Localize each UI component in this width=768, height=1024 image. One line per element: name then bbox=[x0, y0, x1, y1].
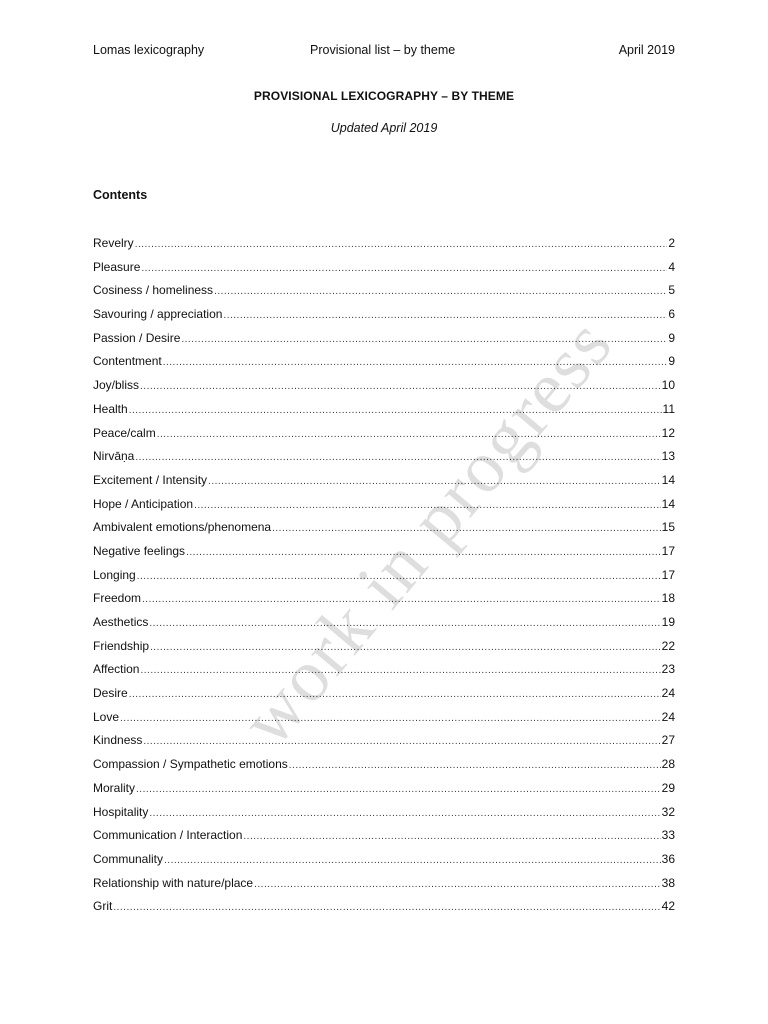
toc-entry[interactable] bbox=[93, 615, 675, 639]
toc-entry-label[interactable]: Compassion / Sympathetic emotions bbox=[93, 757, 288, 772]
toc-entry-page-number[interactable]: 14 bbox=[661, 472, 675, 487]
toc-entry[interactable] bbox=[93, 378, 675, 402]
toc-entry-label[interactable]: Affection bbox=[93, 662, 140, 677]
toc-entry-label[interactable]: Kindness bbox=[93, 733, 143, 748]
toc-dot-leader bbox=[194, 500, 661, 511]
contents-heading: Contents bbox=[93, 188, 148, 202]
toc-dot-leader bbox=[164, 855, 661, 866]
toc-entry[interactable] bbox=[93, 852, 675, 876]
toc-entry-label[interactable]: Contentment bbox=[93, 354, 162, 369]
table-of-contents bbox=[93, 236, 675, 923]
toc-entry[interactable] bbox=[93, 354, 675, 378]
toc-entry-page-number[interactable]: 9 bbox=[668, 354, 675, 369]
toc-entry-label[interactable]: Peace/calm bbox=[93, 425, 156, 440]
toc-dot-leader bbox=[214, 286, 667, 297]
toc-entry-label[interactable]: Health bbox=[93, 401, 128, 416]
toc-entry[interactable] bbox=[93, 236, 675, 260]
toc-dot-leader bbox=[113, 902, 660, 913]
toc-entry[interactable] bbox=[93, 591, 675, 615]
toc-entry-page-number[interactable]: 23 bbox=[661, 662, 675, 677]
toc-entry-page-number[interactable]: 12 bbox=[661, 425, 675, 440]
toc-entry-label[interactable]: Aesthetics bbox=[93, 615, 149, 629]
toc-entry-page-number[interactable]: 10 bbox=[661, 378, 675, 393]
toc-dot-leader bbox=[186, 547, 661, 558]
toc-entry-label[interactable]: Hospitality bbox=[93, 804, 149, 819]
toc-dot-leader bbox=[223, 310, 667, 321]
toc-entry[interactable] bbox=[93, 426, 675, 450]
toc-entry[interactable] bbox=[93, 757, 675, 781]
toc-entry[interactable] bbox=[93, 473, 675, 497]
toc-entry[interactable] bbox=[93, 899, 675, 923]
toc-dot-leader bbox=[129, 405, 662, 416]
toc-entry-label[interactable]: Longing bbox=[93, 567, 136, 582]
toc-entry-page-number[interactable]: 28 bbox=[661, 757, 675, 772]
toc-dot-leader bbox=[140, 381, 661, 392]
toc-entry-page-number[interactable]: 18 bbox=[661, 591, 675, 606]
toc-entry-page-number[interactable]: 27 bbox=[661, 733, 675, 748]
toc-entry-page-number[interactable]: 11 bbox=[662, 401, 675, 416]
toc-entry-page-number[interactable]: 4 bbox=[668, 259, 675, 274]
toc-dot-leader bbox=[150, 642, 661, 653]
toc-dot-leader bbox=[137, 571, 661, 582]
toc-entry-page-number[interactable]: 38 bbox=[661, 875, 675, 890]
toc-entry-page-number[interactable]: 17 bbox=[661, 543, 675, 558]
page-header bbox=[93, 43, 675, 59]
header-left-text: Lomas lexicography bbox=[93, 43, 205, 57]
toc-dot-leader bbox=[120, 713, 661, 724]
toc-dot-leader bbox=[149, 808, 660, 819]
toc-entry[interactable] bbox=[93, 662, 675, 686]
toc-dot-leader bbox=[135, 452, 660, 463]
toc-dot-leader bbox=[136, 784, 661, 795]
toc-entry-label[interactable]: Pleasure bbox=[93, 259, 141, 274]
toc-dot-leader bbox=[149, 618, 660, 629]
toc-entry-label[interactable]: Negative feelings bbox=[93, 543, 186, 558]
toc-entry-label[interactable]: Joy/bliss bbox=[93, 378, 140, 393]
toc-dot-leader bbox=[208, 476, 661, 487]
toc-entry-label[interactable]: Savouring / appreciation bbox=[93, 307, 223, 322]
toc-dot-leader bbox=[141, 263, 667, 274]
toc-entry-label[interactable]: Desire bbox=[93, 686, 128, 701]
toc-entry[interactable] bbox=[93, 402, 675, 426]
toc-entry-page-number[interactable]: 9 bbox=[668, 330, 675, 345]
toc-entry-page-number[interactable]: 13 bbox=[661, 449, 675, 464]
toc-dot-leader bbox=[163, 357, 668, 368]
toc-entry-page-number[interactable]: 6 bbox=[668, 307, 675, 322]
header-center-text: Provisional list – by theme bbox=[310, 43, 456, 57]
toc-dot-leader bbox=[272, 523, 661, 534]
toc-entry-page-number[interactable]: 22 bbox=[661, 638, 675, 653]
toc-entry[interactable] bbox=[93, 710, 675, 734]
document-title: PROVISIONAL LEXICOGRAPHY – BY THEME bbox=[253, 89, 515, 103]
toc-entry-label[interactable]: Cosiness / homeliness bbox=[93, 283, 214, 298]
toc-entry-label[interactable]: Nirvāṇa bbox=[93, 449, 135, 464]
toc-dot-leader bbox=[135, 239, 668, 250]
toc-entry-label[interactable]: Communality bbox=[93, 851, 164, 866]
toc-entry-page-number[interactable]: 33 bbox=[661, 828, 675, 843]
toc-entry-label[interactable]: Revelry bbox=[93, 236, 134, 250]
toc-entry[interactable] bbox=[93, 497, 675, 521]
toc-entry[interactable] bbox=[93, 781, 675, 805]
toc-entry-page-number[interactable]: 15 bbox=[661, 520, 675, 535]
toc-entry[interactable] bbox=[93, 639, 675, 663]
toc-entry[interactable] bbox=[93, 876, 675, 900]
toc-entry[interactable] bbox=[93, 733, 675, 757]
toc-entry-label[interactable]: Grit bbox=[93, 899, 113, 914]
toc-entry-label[interactable]: Communication / Interaction bbox=[93, 828, 243, 843]
header-right-text: April 2019 bbox=[618, 43, 675, 57]
toc-entry[interactable] bbox=[93, 260, 675, 284]
toc-dot-leader bbox=[142, 594, 661, 605]
toc-entry-page-number[interactable]: 29 bbox=[661, 780, 675, 795]
toc-entry[interactable] bbox=[93, 307, 675, 331]
toc-entry-page-number[interactable]: 14 bbox=[661, 496, 675, 511]
toc-entry[interactable] bbox=[93, 449, 675, 473]
toc-entry-label[interactable]: Freedom bbox=[93, 591, 142, 606]
toc-entry-page-number[interactable]: 36 bbox=[661, 851, 675, 866]
toc-dot-leader bbox=[129, 689, 661, 700]
toc-entry[interactable] bbox=[93, 331, 675, 355]
toc-entry-label[interactable]: Excitement / Intensity bbox=[93, 472, 208, 487]
toc-entry-page-number[interactable]: 19 bbox=[661, 615, 675, 629]
toc-entry-label[interactable]: Relationship with nature/place bbox=[93, 875, 254, 890]
toc-entry-page-number[interactable]: 24 bbox=[661, 686, 675, 701]
toc-entry-label[interactable]: Passion / Desire bbox=[93, 330, 181, 345]
toc-dot-leader bbox=[143, 736, 660, 747]
toc-entry[interactable] bbox=[93, 544, 675, 568]
toc-dot-leader bbox=[157, 429, 661, 440]
toc-dot-leader bbox=[289, 760, 661, 771]
toc-entry[interactable] bbox=[93, 283, 675, 307]
toc-entry-page-number[interactable]: 32 bbox=[661, 804, 675, 819]
toc-entry-label[interactable]: Ambivalent emotions/phenomena bbox=[93, 520, 272, 535]
toc-entry[interactable] bbox=[93, 828, 675, 852]
toc-entry[interactable] bbox=[93, 686, 675, 710]
toc-entry[interactable] bbox=[93, 805, 675, 829]
toc-entry-page-number[interactable]: 42 bbox=[661, 899, 675, 914]
document-subtitle: Updated April 2019 bbox=[330, 121, 438, 135]
toc-entry-page-number[interactable]: 17 bbox=[661, 567, 675, 582]
watermark: work in progress bbox=[225, 302, 629, 762]
toc-dot-leader bbox=[254, 879, 661, 890]
toc-entry[interactable] bbox=[93, 520, 675, 544]
toc-entry-page-number[interactable]: 5 bbox=[668, 283, 675, 298]
toc-dot-leader bbox=[140, 665, 660, 676]
toc-entry-page-number[interactable]: 24 bbox=[661, 709, 675, 724]
toc-entry-label[interactable]: Friendship bbox=[93, 638, 150, 653]
toc-entry[interactable] bbox=[93, 568, 675, 592]
toc-entry-label[interactable]: Love bbox=[93, 709, 120, 724]
toc-dot-leader bbox=[181, 334, 667, 345]
toc-entry-label[interactable]: Hope / Anticipation bbox=[93, 496, 194, 511]
toc-entry-label[interactable]: Morality bbox=[93, 780, 136, 795]
toc-dot-leader bbox=[243, 831, 660, 842]
toc-entry-page-number[interactable]: 2 bbox=[668, 236, 675, 250]
